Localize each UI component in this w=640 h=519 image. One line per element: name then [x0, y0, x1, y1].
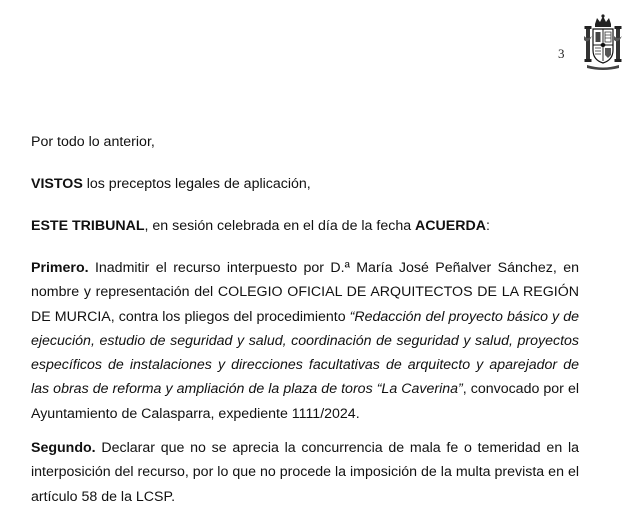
- page-number: 3: [558, 46, 565, 61]
- intro-text: Por todo lo anterior,: [31, 134, 155, 150]
- paragraph-vistos: [31, 172, 579, 196]
- primero-heading: Primero.: [31, 260, 89, 276]
- paragraph-intro: [31, 130, 579, 154]
- tribunal-heading: ESTE TRIBUNAL: [31, 218, 145, 234]
- procedure-title: “Redacción del proyecto básico y de ejecución, estudio de seguridad y salud, coordinación de seguridad y salud, proyectos específicos de instalaciones y direcciones facultativas de arquitecto y aparejador de las obras de reforma y ampliación de la plaza de toros “La Caverina”: [31, 308, 579, 398]
- paragraph-tribunal: [31, 214, 579, 238]
- acuerda-heading: ACUERDA: [415, 218, 486, 234]
- primero-text-end: , convocado por el Ayuntamiento de Calasparra, expediente 1111/2024.: [31, 381, 579, 422]
- segundo-text: Declarar que no se aprecia la concurrencia de mala fe o temeridad en la interposición del recurso, por lo que no procede la imposición de la multa prevista en el artículo 58 de la LCSP.: [31, 440, 579, 505]
- primero-text-start: Inadmitir el recurso interpuesto por D.ª María José Peñalver Sánchez, en nombre y representación del COLEGIO OFICIAL DE ARQUITECTOS DE LA REGIÓN DE MURCIA, contra los pliegos del procedimiento: [31, 260, 579, 325]
- coat-of-arms-logo: [583, 14, 623, 72]
- paragraph-primero: [31, 256, 579, 426]
- tribunal-text: , en sesión celebrada en el día de la fecha: [144, 218, 416, 234]
- vistos-text: los preceptos legales de aplicación,: [82, 176, 311, 192]
- paragraph-segundo: [31, 436, 579, 509]
- segundo-heading: Segundo.: [31, 440, 96, 456]
- vistos-heading: VISTOS: [31, 176, 83, 192]
- tribunal-colon: :: [485, 218, 490, 234]
